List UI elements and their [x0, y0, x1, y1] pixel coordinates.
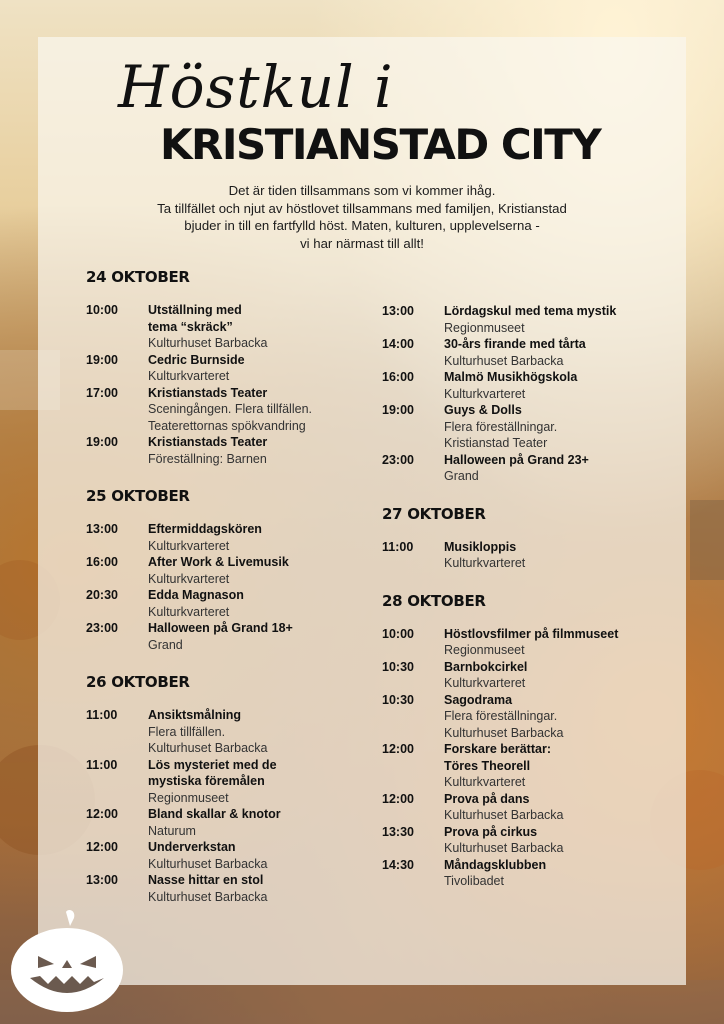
event-row: [86, 587, 376, 620]
event-time: 19:00: [86, 435, 118, 449]
event-name: Musikloppis: [444, 539, 517, 554]
intro-text: [110, 182, 614, 252]
event-time: 12:00: [382, 791, 414, 806]
event-details: [148, 839, 376, 872]
event-place: Kulturhuset Barbacka: [148, 889, 268, 904]
event-details: [444, 369, 672, 402]
event-place: Grand: [148, 637, 183, 652]
event-time: 12:00: [382, 742, 414, 756]
event-name: Halloween på Grand 23+: [444, 452, 589, 467]
schedule-column-right: [382, 303, 672, 890]
event-time: 20:30: [86, 588, 118, 602]
event-row: [382, 402, 672, 452]
pumpkin-icon: [8, 908, 126, 1014]
event-name: Underverkstan: [148, 840, 236, 854]
event-details: [148, 352, 376, 385]
event-time: 14:30: [382, 857, 414, 872]
event-place: Flera föreställningar.: [444, 419, 558, 434]
event-place: Kulturkvarteret: [148, 571, 230, 586]
event-details: [444, 741, 672, 791]
event-place: Kristianstad Teater: [444, 436, 548, 450]
event-row: [86, 385, 376, 435]
event-row: [382, 336, 672, 369]
event-place: Teaterettornas spökvandring: [148, 418, 306, 433]
event-details: [148, 302, 376, 352]
day-heading: 26 OKTOBER: [86, 673, 190, 691]
event-details: [148, 434, 376, 467]
event-time: 23:00: [382, 452, 414, 467]
event-time: 14:00: [382, 337, 414, 351]
event-time: 11:00: [382, 539, 414, 554]
event-place: Tivolibadet: [444, 874, 504, 888]
day-section: [382, 503, 672, 572]
event-place: Grand: [444, 469, 479, 483]
event-place: Föreställning: Barnen: [148, 451, 267, 466]
event-place: Kulturkvarteret: [444, 556, 526, 570]
event-place: Kulturkvarteret: [444, 676, 526, 690]
event-time: 12:00: [86, 807, 118, 821]
event-row: [86, 839, 376, 872]
event-details: [148, 757, 376, 807]
event-place: Sceningången. Flera tillfällen.: [148, 402, 312, 416]
event-name: Cedric Burnside: [148, 352, 245, 367]
event-row: [382, 539, 672, 572]
event-row: [382, 791, 672, 824]
event-name: Barnbokcirkel: [444, 659, 528, 674]
event-row: [382, 824, 672, 857]
event-time: 17:00: [86, 385, 118, 400]
event-place: Kulturkvarteret: [148, 538, 230, 553]
event-row: [382, 369, 672, 402]
event-time: 13:00: [86, 522, 118, 536]
day-heading: 25 OKTOBER: [86, 487, 190, 505]
event-details: [444, 692, 672, 742]
day-section: [382, 303, 672, 485]
event-time: 12:00: [86, 840, 118, 854]
event-name: Halloween på Grand 18+: [148, 621, 293, 635]
event-name: Måndagsklubben: [444, 857, 547, 872]
event-name: mystiska föremålen: [148, 774, 265, 788]
event-time: 11:00: [86, 708, 118, 722]
event-name: Lös mysteriet med de: [148, 757, 277, 772]
event-time: 16:00: [86, 555, 118, 569]
event-time: 16:00: [382, 370, 414, 384]
event-name: Forskare berättar:: [444, 742, 551, 756]
event-name: Kristianstads Teater: [148, 385, 268, 400]
event-details: [148, 521, 376, 554]
event-row: [382, 692, 672, 742]
event-row: [86, 620, 376, 653]
event-name: Edda Magnason: [148, 588, 244, 602]
event-name: Guys & Dolls: [444, 403, 522, 417]
event-time: 10:00: [382, 626, 414, 641]
event-place: Flera föreställningar.: [444, 709, 558, 723]
event-place: Kulturhuset Barbacka: [444, 353, 564, 368]
event-time: 11:00: [86, 757, 118, 772]
title-main: KRISTIANSTAD CITY: [160, 120, 601, 169]
event-place: Kulturkvarteret: [444, 775, 526, 789]
event-name: Eftermiddagskören: [148, 522, 262, 536]
event-details: [148, 872, 376, 905]
event-row: [382, 452, 672, 485]
intro-line: vi har närmast till allt!: [300, 235, 424, 251]
event-place: Kulturkvarteret: [148, 604, 230, 619]
event-place: Kulturhuset Barbacka: [148, 741, 268, 755]
event-name: Malmö Musikhögskola: [444, 370, 578, 384]
event-row: [86, 806, 376, 839]
event-row: [382, 857, 672, 890]
event-name: Sagodrama: [444, 692, 513, 707]
event-row: [86, 302, 376, 352]
event-row: [86, 434, 376, 467]
event-row: [86, 521, 376, 554]
event-place: Kulturhuset Barbacka: [148, 856, 268, 871]
event-row: [86, 707, 376, 757]
event-time: 10:30: [382, 659, 414, 674]
event-details: [444, 659, 672, 692]
event-details: [444, 336, 672, 369]
event-time: 13:00: [382, 304, 414, 318]
event-place: Regionmuseet: [148, 790, 229, 805]
event-details: [444, 539, 672, 572]
event-name: Töres Theorell: [444, 758, 531, 773]
event-details: [444, 402, 672, 452]
event-row: [86, 554, 376, 587]
schedule-column-left: [86, 266, 376, 905]
day-section: [86, 671, 376, 905]
event-name: tema “skräck”: [148, 319, 233, 334]
event-name: Prova på cirkus: [444, 824, 538, 839]
event-row: [382, 741, 672, 791]
event-row: [86, 352, 376, 385]
event-name: Lördagskul med tema mystik: [444, 304, 617, 318]
event-details: [148, 806, 376, 839]
event-details: [148, 554, 376, 587]
title-script: Höstkul i: [118, 53, 394, 121]
event-place: Naturum: [148, 823, 196, 838]
event-details: [444, 791, 672, 824]
event-details: [444, 824, 672, 857]
intro-line: Ta tillfället och njut av höstlovet tillsammans med familjen, Kristianstad: [157, 200, 567, 216]
event-details: [444, 857, 672, 890]
event-place: Regionmuseet: [444, 320, 525, 335]
event-place: Kulturkvarteret: [148, 369, 230, 383]
event-name: Bland skallar & knotor: [148, 807, 281, 821]
event-place: Kulturkvarteret: [444, 386, 526, 401]
event-place: Kulturhuset Barbacka: [444, 725, 564, 740]
intro-line: Det är tiden tillsammans som vi kommer ihåg.: [228, 183, 496, 198]
event-name: 30-års firande med tårta: [444, 337, 586, 351]
event-place: Regionmuseet: [444, 643, 525, 657]
event-row: [382, 303, 672, 336]
event-place: Kulturhuset Barbacka: [444, 841, 564, 855]
event-time: 19:00: [86, 352, 118, 367]
day-section: [382, 590, 672, 890]
event-details: [148, 587, 376, 620]
event-name: Ansiktsmålning: [148, 708, 242, 722]
day-heading: 24 OKTOBER: [86, 268, 190, 286]
event-row: [86, 872, 376, 905]
day-section: [86, 485, 376, 653]
event-time: 10:30: [382, 692, 414, 707]
event-row: [86, 757, 376, 807]
event-name: After Work & Livemusik: [148, 555, 289, 569]
intro-line: bjuder in till en fartfylld höst. Maten, kulturen, upplevelserna -: [184, 218, 540, 233]
event-details: [148, 385, 376, 435]
event-place: Kulturhuset Barbacka: [444, 808, 564, 822]
event-name: Nasse hittar en stol: [148, 873, 264, 887]
event-time: 13:00: [86, 873, 118, 887]
event-time: 19:00: [382, 403, 414, 417]
event-name: Höstlovsfilmer på filmmuseet: [444, 626, 619, 641]
event-details: [444, 303, 672, 336]
day-heading: 27 OKTOBER: [382, 504, 486, 523]
day-heading: 28 OKTOBER: [382, 591, 486, 610]
event-details: [148, 707, 376, 757]
event-row: [382, 626, 672, 659]
event-row: [382, 659, 672, 692]
event-place: Flera tillfällen.: [148, 724, 226, 739]
event-details: [148, 620, 376, 653]
event-details: [444, 452, 672, 485]
event-time: 10:00: [86, 303, 118, 317]
day-section: [86, 266, 376, 467]
event-time: 13:30: [382, 824, 414, 839]
event-name: Prova på dans: [444, 791, 530, 806]
event-details: [444, 626, 672, 659]
event-place: Kulturhuset Barbacka: [148, 336, 268, 350]
event-name: Utställning med: [148, 303, 242, 317]
event-time: 23:00: [86, 621, 118, 635]
event-name: Kristianstads Teater: [148, 435, 268, 449]
